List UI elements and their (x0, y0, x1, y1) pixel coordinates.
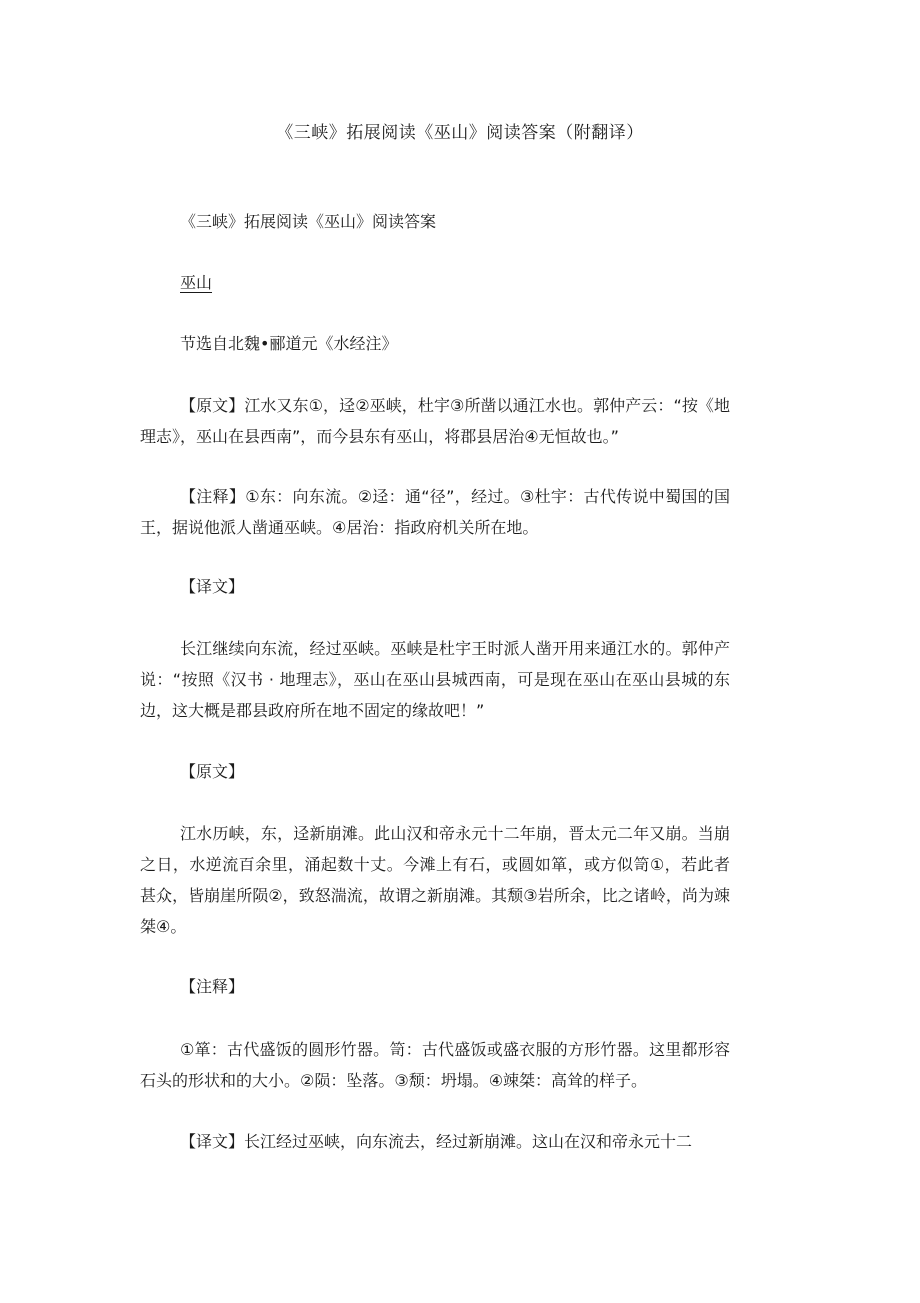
document-subtitle: 《三峡》拓展阅读《巫山》阅读答案 (180, 212, 437, 231)
translation-heading-1: 【译文】 (180, 577, 245, 596)
annotation-heading-2: 【注释】 (180, 977, 245, 996)
original-text-paragraph-1: 【原文】江水又东①，迳②巫峡，杜宇③所凿以通江水也。郭仲产云：“按《地理志》，巫山在县西南”，而今县东有巫山，将郡县居治④无恒故也。” (140, 396, 730, 446)
translation-paragraph-2: 【译文】长江经过巫峡，向东流去，经过新崩滩。这山在汉和帝永元十二 (180, 1132, 693, 1151)
section-heading: 巫山 (180, 273, 213, 292)
document-title: 《三峡》拓展阅读《巫山》阅读答案（附翻译） (276, 123, 644, 143)
original-text-heading-2: 【原文】 (180, 762, 245, 781)
source-line: 节选自北魏•郦道元《水经注》 (180, 334, 398, 353)
annotation-paragraph-1: 【注释】①东：向东流。②迳：通“径”，经过。③杜宇：古代传说中蜀国的国王，据说他派人凿通巫峡。④居治：指政府机关所在地。 (140, 487, 730, 537)
annotation-paragraph-2: ①箪：古代盛饭的圆形竹器。笥：古代盛饭或盛衣服的方形竹器。这里都形容石头的形状和的大小。②陨：坠落。③颓：坍塌。④竦桀：高耸的样子。 (140, 1040, 730, 1090)
translation-paragraph-1: 长江继续向东流，经过巫峡。巫峡是杜宇王时派人凿开用来通江水的。郭仲产说：“按照《汉书 · 地理志》，巫山在巫山县城西南，可是现在巫山在巫山县城的东边，这大概是郡县政府所在地不固定的缘故吧！” (140, 639, 730, 720)
original-text-paragraph-2: 江水历峡，东，迳新崩滩。此山汉和帝永元十二年崩，晋太元二年又崩。当崩之日，水逆流百余里，涌起数十丈。今滩上有石，或圆如箪，或方似笥①，若此者甚众，皆崩崖所陨②，致怒湍流，故谓之新崩滩。其颓③岩所余，比之诸岭，尚为竦桀④。 (140, 824, 730, 936)
